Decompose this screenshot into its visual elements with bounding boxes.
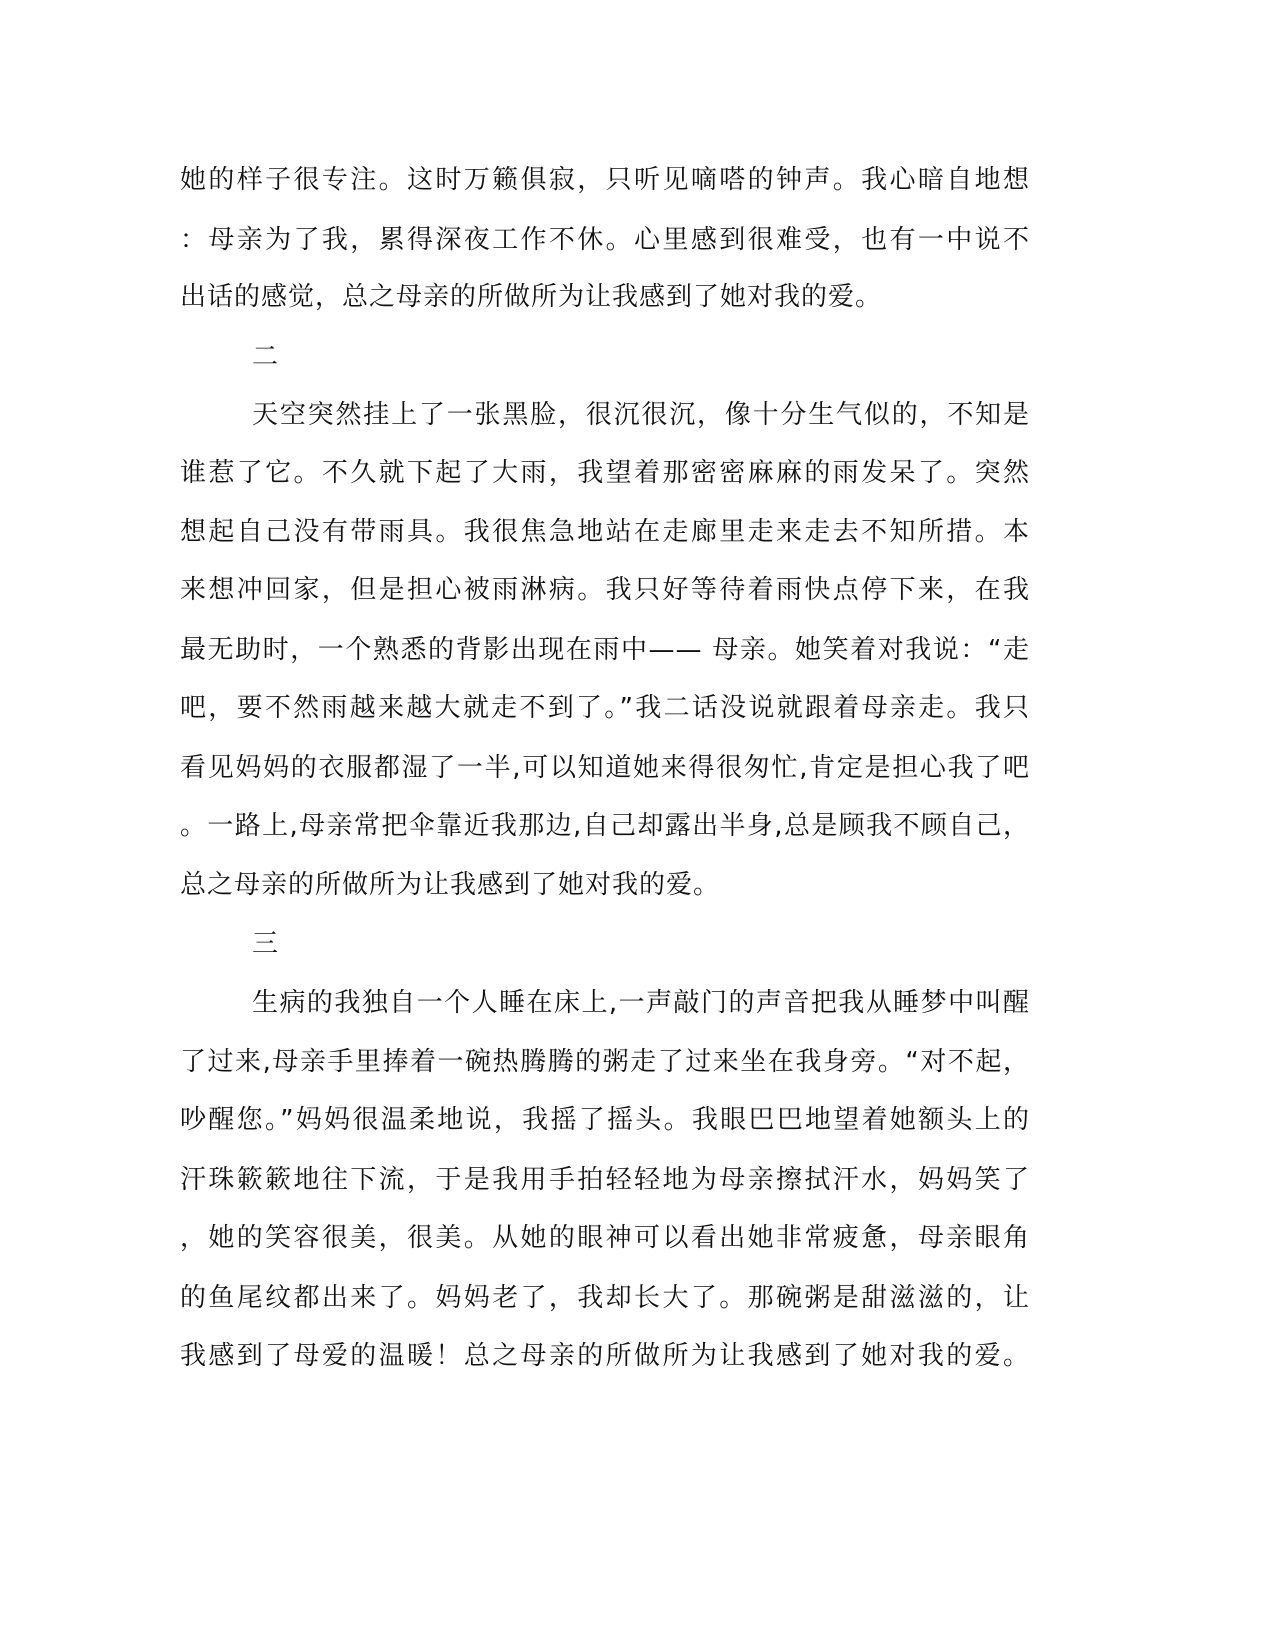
text-line: 吵醒您。”妈妈很温柔地说，我摇了摇头。我眼巴巴地望着她额头上的: [180, 1105, 1030, 1135]
text-line: 的鱼尾纹都出来了。妈妈老了，我却长大了。那碗粥是甜滋滋的，让: [180, 1283, 1030, 1313]
text-line: 看见妈妈的衣服都湿了一半,可以知道她来得很匆忙,肯定是担心我了吧: [180, 753, 1030, 783]
text-line: 生病的我独自一个人睡在床上,一声敲门的声音把我从睡梦中叫醒: [252, 988, 1030, 1018]
text-line: 吧，要不然雨越来越大就走不到了。”我二话没说就跟着母亲走。我只: [180, 693, 1030, 723]
text-line: 。一路上,母亲常把伞靠近我那边,自己却露出半身,总是顾我不顾自己，: [180, 811, 1030, 841]
text-line: ：母亲为了我，累得深夜工作不休。心里感到很难受，也有一中说不: [180, 225, 1030, 255]
text-line: 汗珠簌簌地往下流，于是我用手拍轻轻地为母亲擦拭汗水，妈妈笑了: [180, 1165, 1030, 1195]
section-heading: 二: [252, 342, 280, 372]
text-line: 我感到了母爱的温暖！总之母亲的所做所为让我感到了她对我的爱。: [180, 1341, 1030, 1371]
text-line: 最无助时，一个熟悉的背影出现在雨中—— 母亲。她笑着对我说：“走: [180, 635, 1030, 665]
text-line: 谁惹了它。不久就下起了大雨，我望着那密密麻麻的雨发呆了。突然: [180, 458, 1030, 488]
text-line: 天空突然挂上了一张黑脸，很沉很沉，像十分生气似的，不知是: [252, 400, 1030, 430]
text-line: 想起自己没有带雨具。我很焦急地站在走廊里走来走去不知所措。本: [180, 517, 1030, 547]
text-line: 总之母亲的所做所为让我感到了她对我的爱。: [180, 870, 721, 900]
text-line: 出话的感觉，总之母亲的所做所为让我感到了她对我的爱。: [180, 282, 883, 312]
section-heading: 三: [252, 929, 280, 959]
text-line: 了过来,母亲手里捧着一碗热腾腾的粥走了过来坐在我身旁。“对不起，: [180, 1047, 1030, 1077]
text-line: 她的样子很专注。这时万籁俱寂，只听见嘀嗒的钟声。我心暗自地想: [180, 165, 1030, 195]
text-line: 来想冲回家，但是担心被雨淋病。我只好等待着雨快点停下来，在我: [180, 575, 1030, 605]
text-line: ，她的笑容很美，很美。从她的眼神可以看出她非常疲惫，母亲眼角: [180, 1223, 1030, 1253]
